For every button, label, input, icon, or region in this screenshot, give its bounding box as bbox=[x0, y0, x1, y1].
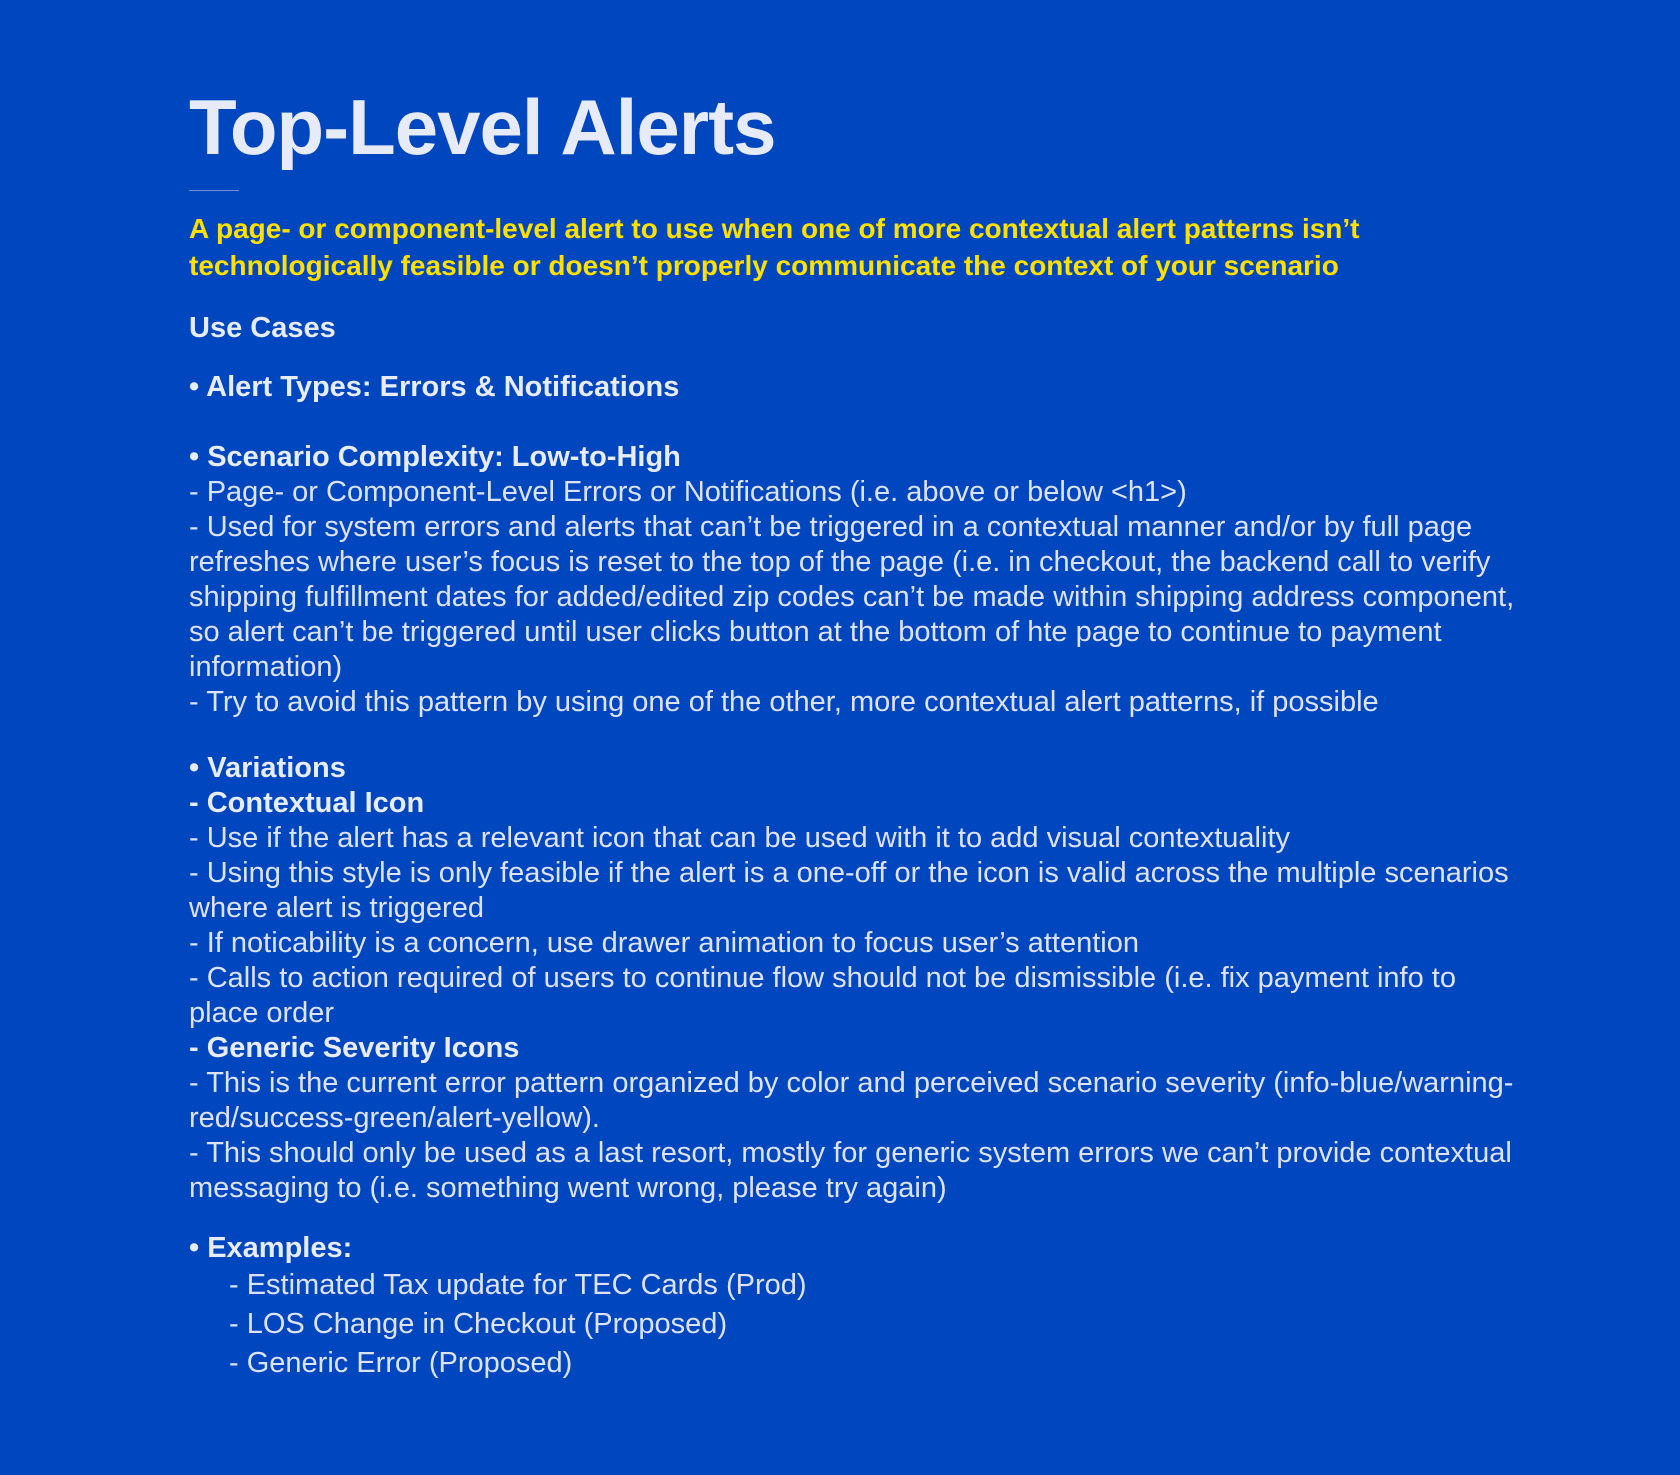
generic-severity-heading: - Generic Severity Icons bbox=[189, 1032, 520, 1064]
example-item: - Generic Error (Proposed) bbox=[229, 1347, 573, 1379]
alert-types-section bbox=[189, 370, 1519, 405]
complexity-line: - Used for system errors and alerts that can’t be triggered in a contextual manner and/or by full page refreshes where user’s focus is reset to the top of the page (i.e. in checkout, the backend call to verify shipping fulfillment dates for added/edited zip codes can’t be made within shipping address component, so alert can’t be triggered until user clicks button at the bottom of hte page to continue to payment information) bbox=[189, 511, 1515, 683]
variations-section bbox=[189, 751, 1519, 1206]
examples-section bbox=[189, 1231, 1519, 1383]
contextual-icon-line: - Calls to action required of users to continue flow should not be dismissible (i.e. fix payment info to place order bbox=[189, 962, 1456, 1029]
generic-severity-line: - This should only be used as a last resort, mostly for generic system errors we can’t provide contextual messaging to (i.e. something went wrong, please try again) bbox=[189, 1137, 1512, 1204]
alert-types-heading: • Alert Types: Errors & Notifications bbox=[189, 371, 680, 403]
complexity-line: - Page- or Component-Level Errors or Notifications (i.e. above or below <h1>) bbox=[189, 476, 1187, 508]
contextual-icon-line: - Using this style is only feasible if the alert is a one-off or the icon is valid across the multiple scenarios where alert is triggered bbox=[189, 857, 1509, 924]
complexity-section bbox=[189, 440, 1519, 720]
complexity-line: - Try to avoid this pattern by using one of the other, more contextual alert patterns, if possible bbox=[189, 686, 1379, 718]
complexity-heading: • Scenario Complexity: Low-to-High bbox=[189, 441, 681, 473]
generic-severity-line: - This is the current error pattern organized by color and perceived scenario severity (info-blue/warning-red/success-green/alert-yellow). bbox=[189, 1067, 1514, 1134]
examples-heading: • Examples: bbox=[189, 1232, 353, 1264]
use-cases-heading: Use Cases bbox=[189, 312, 336, 344]
title-divider bbox=[189, 190, 239, 191]
contextual-icon-line: - If noticability is a concern, use drawer animation to focus user’s attention bbox=[189, 927, 1139, 959]
contextual-icon-heading: - Contextual Icon bbox=[189, 787, 425, 819]
example-item: - Estimated Tax update for TEC Cards (Prod) bbox=[229, 1269, 807, 1301]
variations-heading: • Variations bbox=[189, 752, 346, 784]
page-title: Top-Level Alerts bbox=[189, 83, 776, 171]
contextual-icon-line: - Use if the alert has a relevant icon that can be used with it to add visual contextuality bbox=[189, 822, 1290, 854]
tagline: A page- or component-level alert to use when one of more contextual alert patterns isn’t technologically feasible or doesn’t properly communicate the context of your scenario bbox=[189, 213, 1360, 281]
example-item: - LOS Change in Checkout (Proposed) bbox=[229, 1308, 728, 1340]
